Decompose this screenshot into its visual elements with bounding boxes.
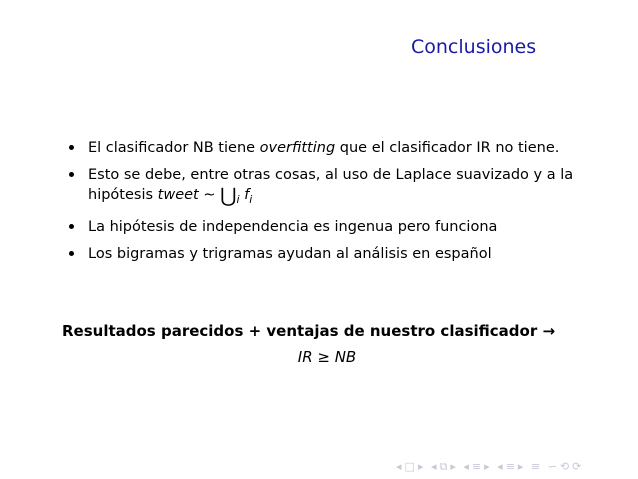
nav-prev-frame-icon[interactable]: ◂ (430, 460, 438, 473)
bullet-item: El clasificador NB tiene overfitting que el clasificador IR no tiene. (66, 138, 586, 158)
nav-slide-icon[interactable]: □ (404, 460, 416, 473)
bullet-icon (69, 172, 74, 177)
bullet-item: Los bigramas y trigramas ayudan al análisis en español (66, 244, 586, 264)
conclusion-line-1: Resultados parecidos + ventajas de nuestro clasificador → (62, 322, 556, 340)
nav-next-frame-icon[interactable]: ▸ (450, 460, 457, 473)
nav-search-icon[interactable]: ∽ (547, 460, 558, 473)
nav-back-icon[interactable]: ⟲ (559, 460, 571, 473)
nav-next-slide-icon[interactable]: ▸ (417, 460, 425, 473)
conclusion-line-2: IR ≥ NB (297, 348, 357, 366)
nav-document-icon[interactable]: ≡ (530, 460, 542, 473)
bullet-icon (69, 251, 74, 256)
conclusion-block (62, 318, 592, 370)
bullet-icon (69, 145, 74, 150)
bullet-icon (69, 224, 74, 229)
nav-subsection-icon[interactable]: ≡ (471, 460, 483, 473)
bullet-item: Esto se debe, entre otras cosas, al uso de Laplace suavizado y a la hipótesis tweet ∼ $⋃_i$ $f_i$ (66, 165, 586, 210)
emphasis-text: overfitting (259, 140, 336, 156)
nav-prev-slide-icon[interactable]: ◂ (396, 460, 403, 473)
bullet-item: La hipótesis de independencia es ingenua pero funciona (66, 217, 586, 237)
nav-section-icon[interactable]: ≡ (505, 460, 516, 473)
nav-frame-icon[interactable]: ⧉ (439, 460, 449, 473)
bullet-list (66, 138, 586, 271)
nav-prev-section-icon[interactable]: ◂ (497, 460, 504, 473)
nav-next-section-icon[interactable]: ▸ (517, 460, 525, 473)
nav-prev-subsection-icon[interactable]: ◂ (463, 460, 470, 473)
nav-forward-icon[interactable]: ⟳ (572, 460, 583, 473)
beamer-navigation-bar (396, 460, 628, 472)
nav-next-subsection-icon[interactable]: ▸ (484, 460, 491, 473)
slide-title: Conclusiones (411, 36, 537, 58)
emphasis-text: tweet (157, 187, 199, 203)
union-symbol: ⋃ (220, 183, 237, 207)
